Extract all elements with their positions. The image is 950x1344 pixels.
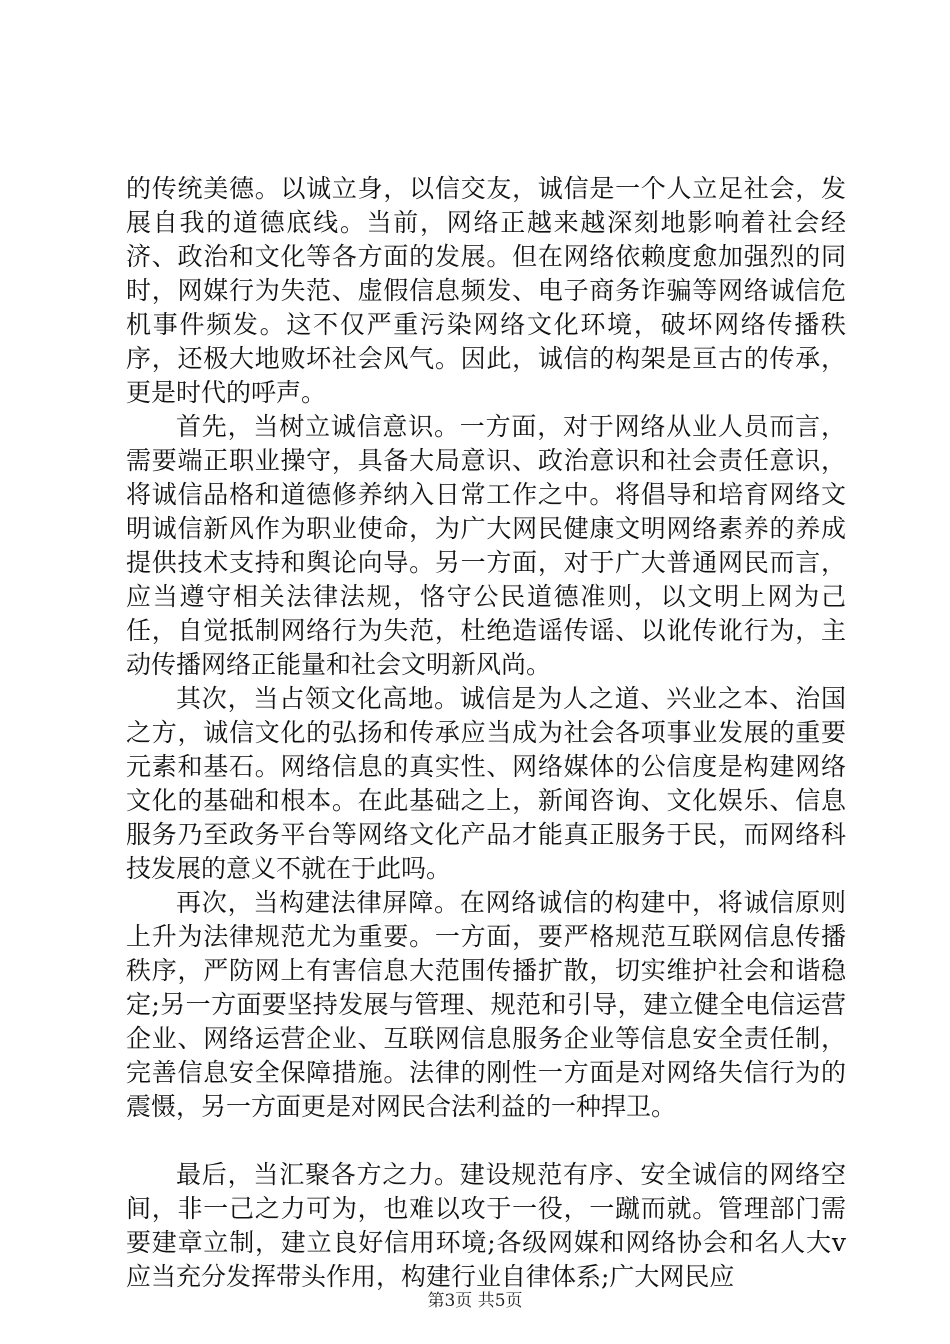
- paragraph-continuation: 的传统美德。以诚立身，以信交友，诚信是一个人立足社会，发展自我的道德底线。当前，网络正越来越深刻地影响着社会经济、政治和文化等各方面的发展。但在网络依赖度愈加强烈的同时，网媒行为失范、虚假信息频发、电子商务诈骗等网络诚信危机事件频发。这不仅严重污染网络文化环境，破坏网络传播秩序，还极大地败坏社会风气。因此，诚信的构架是亘古的传承，更是时代的呼声。: [126, 174, 846, 407]
- paragraph-third-point: 再次，当构建法律屏障。在网络诚信的构建中，将诚信原则上升为法律规范尤为重要。一方面，要严格规范互联网信息传播秩序，严防网上有害信息大范围传播扩散，切实维护社会和谐稳定;另一方面要坚持发展与管理、规范和引导，建立健全电信运营企业、网络运营企业、互联网信息服务企业等信息安全责任制，完善信息安全保障措施。法律的刚性一方面是对网络失信行为的震慑，另一方面更是对网民合法利益的一种捍卫。: [126, 888, 846, 1121]
- paragraph-first-point: 首先，当树立诚信意识。一方面，对于网络从业人员而言，需要端正职业操守，具备大局意识、政治意识和社会责任意识，将诚信品格和道德修养纳入日常工作之中。将倡导和培育网络文明诚信新风作为职业使命，为广大网民健康文明网络素养的养成提供技术支持和舆论向导。另一方面，对于广大普通网民而言，应当遵守相关法律法规，恪守公民道德准则，以文明上网为己任，自觉抵制网络行为失范，杜绝造谣传谣、以讹传讹行为，主动传播网络正能量和社会文明新风尚。: [126, 412, 846, 679]
- document-body: [126, 172, 846, 1294]
- paragraph-second-point: 其次，当占领文化高地。诚信是为人之道、兴业之本、治国之方，诚信文化的弘扬和传承应当成为社会各项事业发展的重要元素和基石。网络信息的真实性、网络媒体的公信度是构建网络文化的基础和根本。在此基础之上，新闻咨询、文化娱乐、信息服务乃至政务平台等网络文化产品才能真正服务于民，而网络科技发展的意义不就在于此吗。: [126, 684, 846, 883]
- paragraph-final-point: 最后，当汇聚各方之力。建设规范有序、安全诚信的网络空间，非一己之力可为，也难以攻于一役，一蹴而就。管理部门需要建章立制，建立良好信用环境;各级网媒和网络协会和名人大v应当充分发挥带头作用，构建行业自律体系;广大网民应: [126, 1160, 846, 1291]
- page-footer: 第3页 共5页: [427, 1291, 523, 1311]
